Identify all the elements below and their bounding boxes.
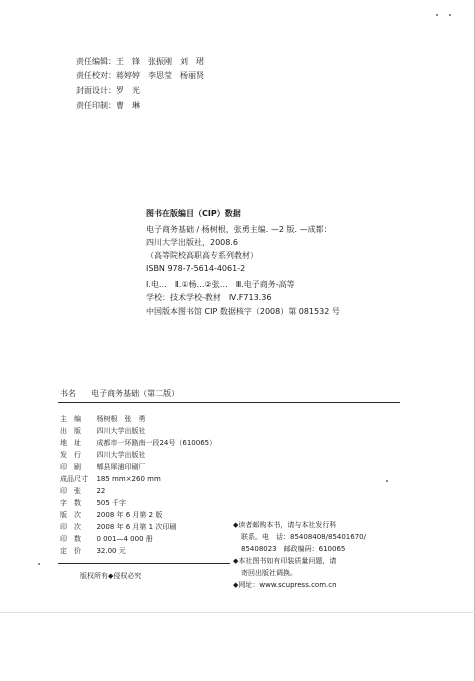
notice-website: ◆网址：www.scupress.com.cn <box>233 581 337 589</box>
detail-row <box>60 450 145 460</box>
scan-speck <box>386 480 388 482</box>
detail-label: 主 编 <box>60 415 81 423</box>
detail-value: 22 <box>96 487 106 495</box>
cip-heading: 图书在版编目（CIP）数据 <box>146 209 241 218</box>
detail-label: 印 次 <box>60 523 81 531</box>
detail-value: 0 001—4 000 册 <box>96 535 153 543</box>
detail-value: 505 千字 <box>96 499 127 507</box>
book-label: 书名 <box>60 389 76 398</box>
cip-line: （高等院校高职高专系列教材） <box>146 251 258 260</box>
detail-row <box>60 546 126 556</box>
cip-line: 四川大学出版社，2008.6 <box>146 238 238 247</box>
scan-speck <box>436 14 438 16</box>
credit-proofreader: 责任校对：蒋婷婷 李思莹 杨丽贤 <box>76 71 204 80</box>
detail-label: 字 数 <box>60 499 81 507</box>
detail-row <box>60 474 161 484</box>
notice-line: 寄回出版社调换。 <box>241 569 297 577</box>
detail-row <box>60 534 153 544</box>
book-title: 电子商务基础（第二版） <box>91 389 180 398</box>
notice-line: ◆读者邮购本书，请与本社发行科 <box>233 521 337 529</box>
credit-editor: 责任编辑：王 锋 张振刚 刘 珺 <box>76 57 204 66</box>
detail-row <box>60 498 126 508</box>
detail-row <box>60 426 145 436</box>
detail-row <box>60 414 145 424</box>
detail-label: 印 张 <box>60 487 81 495</box>
cip-line: 学校：技术学校-教材 Ⅳ.F713.36 <box>146 293 272 302</box>
notice-line: 联系。电 话：85408408/85401670/ <box>241 533 366 541</box>
detail-row <box>60 438 216 448</box>
detail-label: 印 数 <box>60 535 81 543</box>
notice-line: ◆本社图书如有印装质量问题，请 <box>233 557 337 565</box>
detail-value: 32.00 元 <box>96 547 126 555</box>
detail-row <box>60 462 145 472</box>
detail-label: 印 刷 <box>60 463 81 471</box>
details-divider <box>58 563 230 564</box>
cip-record-number: 中国版本图书馆 CIP 数据核字（2008）第 081532 号 <box>146 307 340 316</box>
detail-value: 2008 年 6 月第 2 版 <box>96 511 163 519</box>
detail-label: 定 价 <box>60 547 81 555</box>
detail-row <box>60 486 105 496</box>
scan-speck <box>449 14 451 16</box>
detail-label: 发 行 <box>60 451 81 459</box>
scan-artifact-line <box>0 612 475 613</box>
detail-value: 四川大学出版社 <box>96 427 146 435</box>
book-title-row <box>60 388 179 399</box>
detail-row <box>60 510 162 520</box>
detail-label: 出 版 <box>60 427 81 435</box>
detail-row <box>60 522 176 532</box>
scan-speck <box>38 563 40 565</box>
detail-value: 2008 年 6 月第 1 次印刷 <box>96 523 177 531</box>
detail-value: 成都市一环路南一段24号（610065） <box>96 439 217 447</box>
copyright-notice: 版权所有◆侵权必究 <box>80 572 142 580</box>
detail-value: 185 mm×260 mm <box>96 475 161 483</box>
notice-line: 85408023 邮政编码：610065 <box>241 545 346 553</box>
detail-label: 地 址 <box>60 439 81 447</box>
cip-line: Ⅰ.电… Ⅱ.①杨…②张… Ⅲ.电子商务-高等 <box>146 280 295 289</box>
detail-value: 杨树根 张 勇 <box>96 415 146 423</box>
cip-isbn: ISBN 978-7-5614-4061-2 <box>146 264 246 273</box>
cip-line: 电子商务基础 / 杨树根，张勇主编. —2 版. —成都： <box>146 225 332 234</box>
detail-label: 版 次 <box>60 511 81 519</box>
title-divider <box>58 402 400 403</box>
credit-cover-design: 封面设计：罗 光 <box>76 86 140 95</box>
detail-value: 四川大学出版社 <box>96 451 146 459</box>
detail-label: 成品尺寸 <box>60 475 88 483</box>
credit-print-manager: 责任印制：曹 琳 <box>76 101 140 110</box>
detail-value: 郫县犀浦印刷厂 <box>96 463 146 471</box>
